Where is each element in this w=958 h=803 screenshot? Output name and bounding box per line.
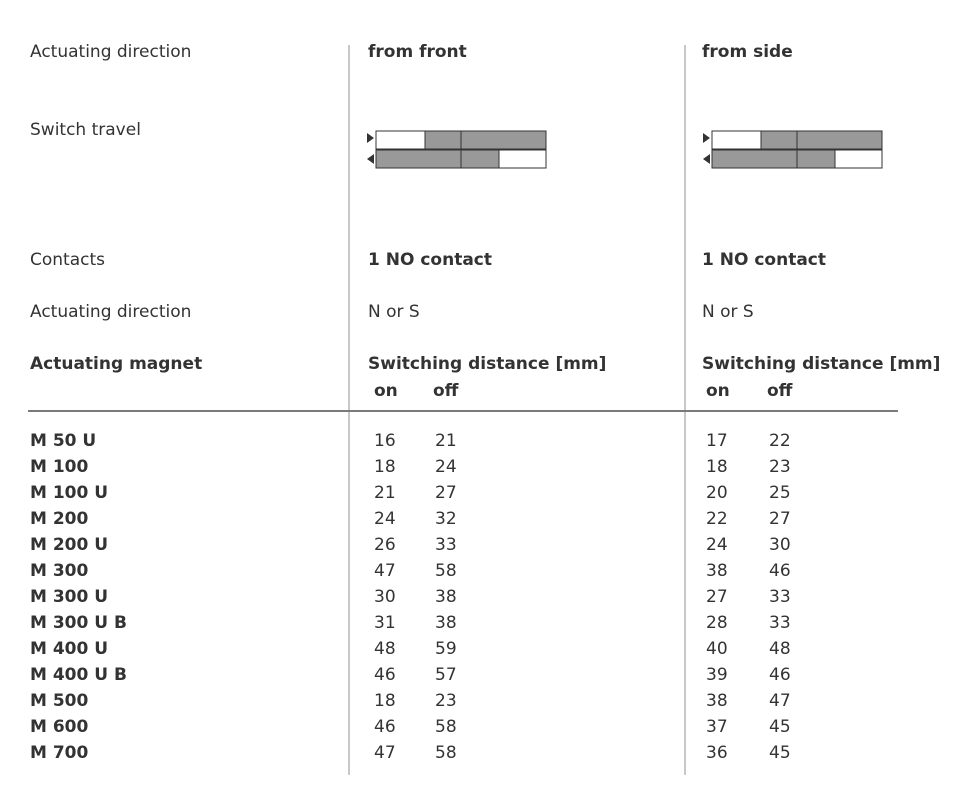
- side-off-value: 22: [769, 431, 791, 451]
- switching-distance-header-side: Switching distance [mm]: [702, 354, 941, 374]
- front-off-value: 38: [435, 613, 457, 633]
- magnet-name: M 200 U: [30, 535, 109, 555]
- travel-bar-retract-white: [499, 151, 546, 168]
- front-on-value: 16: [374, 431, 396, 451]
- front-off-value: 57: [435, 665, 457, 685]
- side-on-value: 38: [706, 561, 728, 581]
- side-on-value: 28: [706, 613, 728, 633]
- side-on-value: 17: [706, 431, 728, 451]
- actuating-direction-front: N or S: [368, 302, 420, 322]
- front-on-value: 21: [374, 483, 396, 503]
- table-row: [0, 584, 958, 610]
- front-off-value: 58: [435, 717, 457, 737]
- magnet-name: M 300 U: [30, 587, 109, 607]
- magnet-name: M 400 U: [30, 639, 109, 659]
- switch-travel-diagram-front: [365, 129, 550, 171]
- table-row: [0, 688, 958, 714]
- column-title-side: from side: [702, 42, 793, 62]
- actuating-direction-side: N or S: [702, 302, 754, 322]
- side-off-value: 46: [769, 665, 791, 685]
- table-row: [0, 714, 958, 740]
- front-off-value: 23: [435, 691, 457, 711]
- magnet-name: M 600: [30, 717, 89, 737]
- side-on-value: 18: [706, 457, 728, 477]
- front-off-value: 24: [435, 457, 457, 477]
- front-off-value: 32: [435, 509, 457, 529]
- side-on-value: 20: [706, 483, 728, 503]
- front-on-value: 31: [374, 613, 396, 633]
- magnet-name: M 300: [30, 561, 89, 581]
- side-off-value: 27: [769, 509, 791, 529]
- on-header-side: on: [706, 381, 730, 401]
- magnet-name: M 100 U: [30, 483, 109, 503]
- contacts-side: 1 NO contact: [702, 250, 827, 270]
- front-on-value: 30: [374, 587, 396, 607]
- table-row: [0, 558, 958, 584]
- table-row: [0, 454, 958, 480]
- switching-distance-header-front: Switching distance [mm]: [368, 354, 607, 374]
- front-on-value: 18: [374, 691, 396, 711]
- side-off-value: 47: [769, 691, 791, 711]
- front-off-value: 33: [435, 535, 457, 555]
- front-off-value: 59: [435, 639, 457, 659]
- front-on-value: 48: [374, 639, 396, 659]
- side-off-value: 45: [769, 743, 791, 763]
- magnet-name: M 50 U: [30, 431, 97, 451]
- contacts-front: 1 NO contact: [368, 250, 493, 270]
- arrow-left-icon: [367, 154, 374, 164]
- table-row: [0, 662, 958, 688]
- off-header-front: off: [433, 381, 459, 401]
- actuating-magnet-header: Actuating magnet: [30, 354, 203, 374]
- side-on-value: 38: [706, 691, 728, 711]
- front-off-value: 38: [435, 587, 457, 607]
- arrow-right-icon: [367, 133, 374, 143]
- side-on-value: 22: [706, 509, 728, 529]
- side-off-value: 33: [769, 613, 791, 633]
- magnet-name: M 400 U B: [30, 665, 127, 685]
- side-on-value: 39: [706, 665, 728, 685]
- front-on-value: 24: [374, 509, 396, 529]
- arrow-right-icon: [703, 133, 710, 143]
- front-off-value: 27: [435, 483, 457, 503]
- side-on-value: 40: [706, 639, 728, 659]
- front-on-value: 46: [374, 665, 396, 685]
- side-on-value: 37: [706, 717, 728, 737]
- magnet-name: M 300 U B: [30, 613, 127, 633]
- table-row: [0, 506, 958, 532]
- arrow-left-icon: [703, 154, 710, 164]
- side-off-value: 23: [769, 457, 791, 477]
- side-off-value: 45: [769, 717, 791, 737]
- magnet-name: M 500: [30, 691, 89, 711]
- actuating-direction-label: Actuating direction: [30, 42, 192, 62]
- side-on-value: 36: [706, 743, 728, 763]
- table-row: [0, 610, 958, 636]
- front-on-value: 47: [374, 561, 396, 581]
- front-on-value: 26: [374, 535, 396, 555]
- side-off-value: 48: [769, 639, 791, 659]
- magnet-name: M 200: [30, 509, 89, 529]
- front-on-value: 18: [374, 457, 396, 477]
- table-row: [0, 428, 958, 454]
- side-off-value: 25: [769, 483, 791, 503]
- on-header-front: on: [374, 381, 398, 401]
- travel-bar-approach-white: [377, 132, 425, 149]
- side-on-value: 27: [706, 587, 728, 607]
- table-row: [0, 532, 958, 558]
- front-on-value: 46: [374, 717, 396, 737]
- front-off-value: 21: [435, 431, 457, 451]
- side-off-value: 46: [769, 561, 791, 581]
- header-rule: [28, 410, 898, 412]
- off-header-side: off: [767, 381, 793, 401]
- table-row: [0, 480, 958, 506]
- magnet-name: M 700: [30, 743, 89, 763]
- side-on-value: 24: [706, 535, 728, 555]
- switch-travel-diagram-side: [701, 129, 886, 171]
- side-off-value: 30: [769, 535, 791, 555]
- table-row: [0, 636, 958, 662]
- front-off-value: 58: [435, 743, 457, 763]
- switch-travel-label: Switch travel: [30, 120, 141, 140]
- contacts-label: Contacts: [30, 250, 105, 270]
- side-off-value: 33: [769, 587, 791, 607]
- front-on-value: 47: [374, 743, 396, 763]
- magnet-name: M 100: [30, 457, 89, 477]
- front-off-value: 58: [435, 561, 457, 581]
- column-title-front: from front: [368, 42, 467, 62]
- table-row: [0, 740, 958, 766]
- actuating-direction-label-2: Actuating direction: [30, 302, 192, 322]
